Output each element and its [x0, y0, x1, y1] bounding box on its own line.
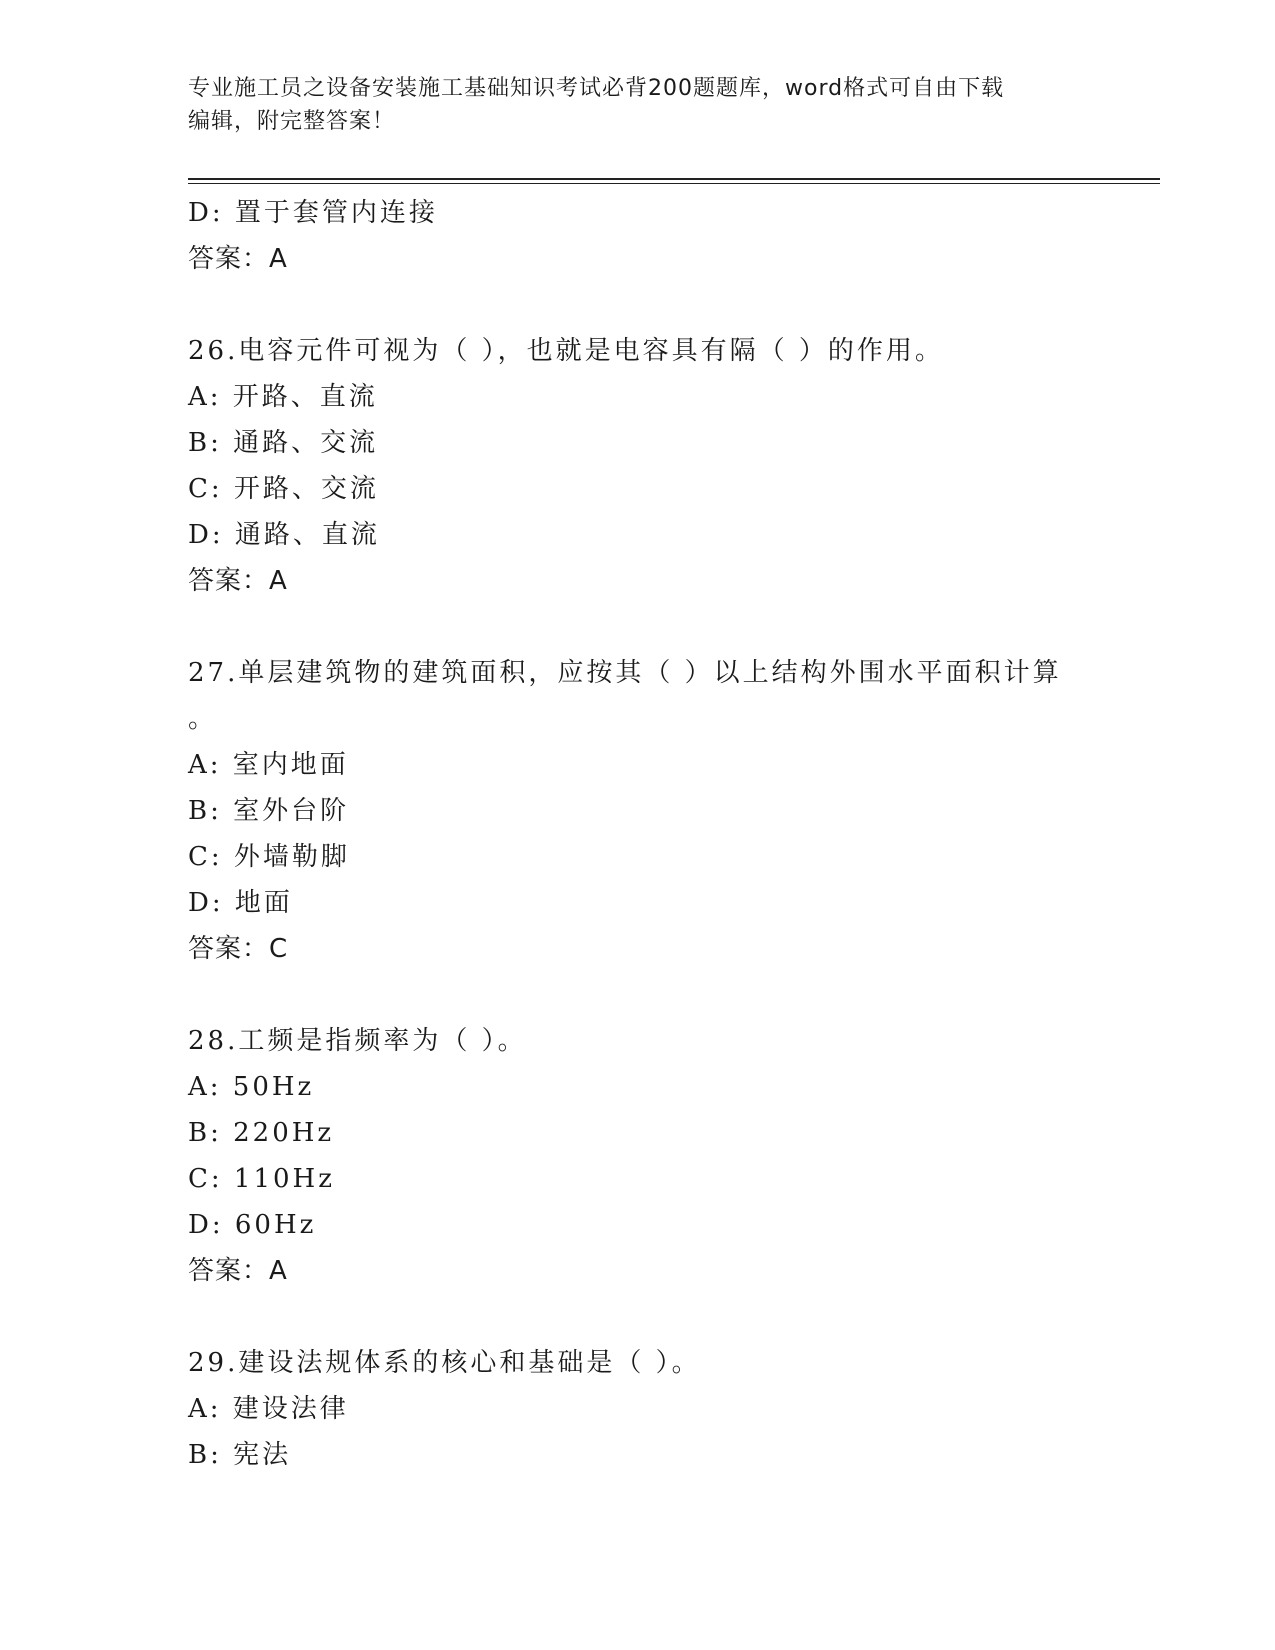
question-list — [188, 190, 1088, 1478]
option-b: B: 室外台阶 — [188, 796, 350, 826]
question-stem: 29.建设法规体系的核心和基础是（ ）。 — [188, 1348, 701, 1378]
option-a: A: 开路、直流 — [188, 382, 378, 412]
option-d: D: 地面 — [188, 888, 293, 918]
option-b: B: 通路、交流 — [188, 428, 379, 458]
document-header — [188, 72, 1088, 138]
question-26 — [188, 328, 1068, 604]
answer: 答案：A — [188, 566, 288, 596]
question-stem: 26.电容元件可视为（ ），也就是电容具有隔（ ）的作用。 — [188, 336, 944, 366]
header-line-1: 专业施工员之设备安装施工基础知识考试必背200题题库，word格式可自由下载 — [188, 76, 1005, 101]
question-stem: 28.工频是指频率为（ ）。 — [188, 1026, 527, 1056]
question-stem: 27.单层建筑物的建筑面积，应按其（ ）以上结构外围水平面积计算 — [188, 658, 1062, 688]
option-d: D: 60Hz — [188, 1210, 317, 1240]
answer: 答案：A — [188, 244, 288, 274]
header-divider-thin — [188, 183, 1160, 184]
question-stem-continuation: 。 — [188, 704, 218, 734]
option-d: D: 置于套管内连接 — [188, 198, 438, 228]
option-b: B: 宪法 — [188, 1440, 292, 1470]
option-d: D: 通路、直流 — [188, 520, 380, 550]
option-a: A: 建设法律 — [188, 1394, 349, 1424]
question-29 — [188, 1340, 1068, 1478]
option-b: B: 220Hz — [188, 1118, 335, 1148]
option-c: C: 110Hz — [188, 1164, 335, 1194]
option-c: C: 外墙勒脚 — [188, 842, 350, 872]
option-c: C: 开路、交流 — [188, 474, 379, 504]
question-28 — [188, 1018, 1068, 1294]
previous-question-tail — [188, 190, 1088, 282]
answer: 答案：A — [188, 1256, 288, 1286]
question-27 — [188, 650, 1068, 972]
header-divider-thick — [188, 178, 1160, 180]
answer: 答案：C — [188, 934, 289, 964]
option-a: A: 50Hz — [188, 1072, 315, 1102]
header-line-2: 编辑，附完整答案！ — [188, 109, 396, 134]
option-a: A: 室内地面 — [188, 750, 349, 780]
